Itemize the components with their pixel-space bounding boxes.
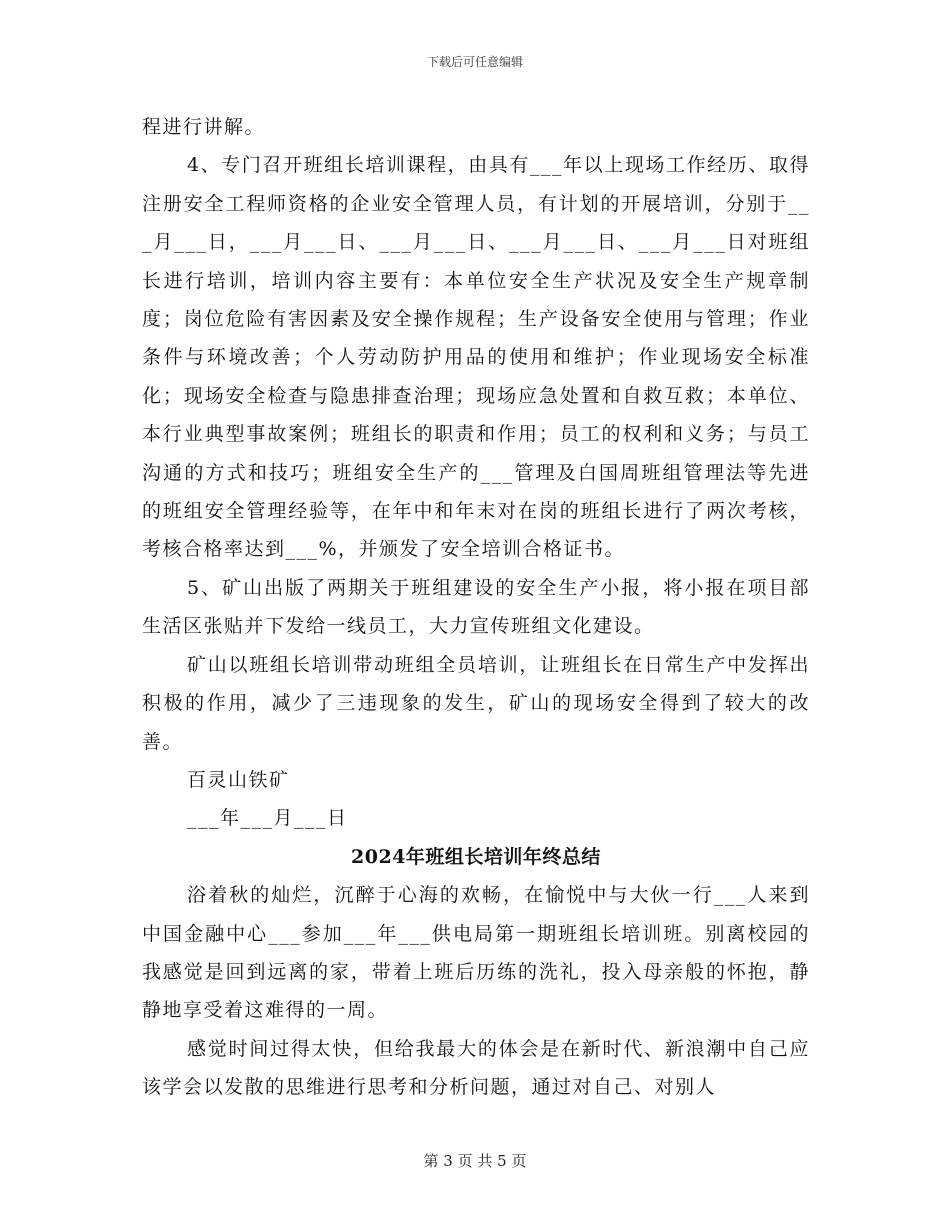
section-title: 2024年班组长培训年终总结	[351, 845, 601, 868]
paragraph-item-5: 5、矿山出版了两期关于班组建设的安全生产小报，将小报在项目部生活区张贴并下发给一线员工，大力宣传班组文化建设。	[142, 576, 810, 638]
signature-date: ___年___月___日	[187, 807, 348, 830]
signature-organization: 百灵山铁矿	[187, 768, 290, 791]
paragraph-item-4: 4、专门召开班组长培训课程，由具有___年以上现场工作经历、取得注册安全工程师资格的企业安全管理人员，有计划的开展培训，分别于___月___日，___月___日、___月___日、___月___日、___月___日对班组长进行培训，培训内容主要有：本单位安全生产状况及安全生产规章制度；岗位危险有害因素及安全操作规程；生产设备安全使用与管理；作业条件与环境改善；个人劳动防护用品的使用和维护；作业现场安全标准化；现场安全检查与隐患排查治理；现场应急处置和自救互救；本单位、本行业典型事故案例；班组长的职责和作用；员工的权利和义务；与员工沟通的方式和技巧；班组安全生产的___管理及白国周班组管理法等先进的班组安全管理经验等，在年中和年末对在岗的班组长进行了两次考核，考核合格率达到___%，并颁发了安全培训合格证书。	[142, 154, 810, 561]
document-body	[142, 108, 810, 1107]
page-footer: 第 3 页 共 5 页	[423, 1152, 527, 1170]
page-header: 下载后可任意编辑	[426, 55, 523, 69]
paragraph-conclusion: 矿山以班组长培训带动班组全员培训，让班组长在日常生产中发挥出积极的作用，减少了三违现象的发生，矿山的现场安全得到了较大的改善。	[142, 653, 810, 753]
section-paragraph-reflection: 感觉时间过得太快，但给我最大的体会是在新时代、新浪潮中自己应该学会以发散的思维进行思考和分析问题，通过对自己、对别人	[142, 1037, 810, 1099]
paragraph-continuation: 程进行讲解。	[142, 116, 266, 138]
section-paragraph-intro: 浴着秋的灿烂，沉醉于心海的欢畅，在愉悦中与大伙一行___人来到中国金融中心___参加___年___供电局第一期班组长培训班。别离校园的我感觉是回到远离的家，带着上班后历练的洗礼，投入母亲般的怀抱，静静地享受着这难得的一周。	[142, 884, 810, 1022]
